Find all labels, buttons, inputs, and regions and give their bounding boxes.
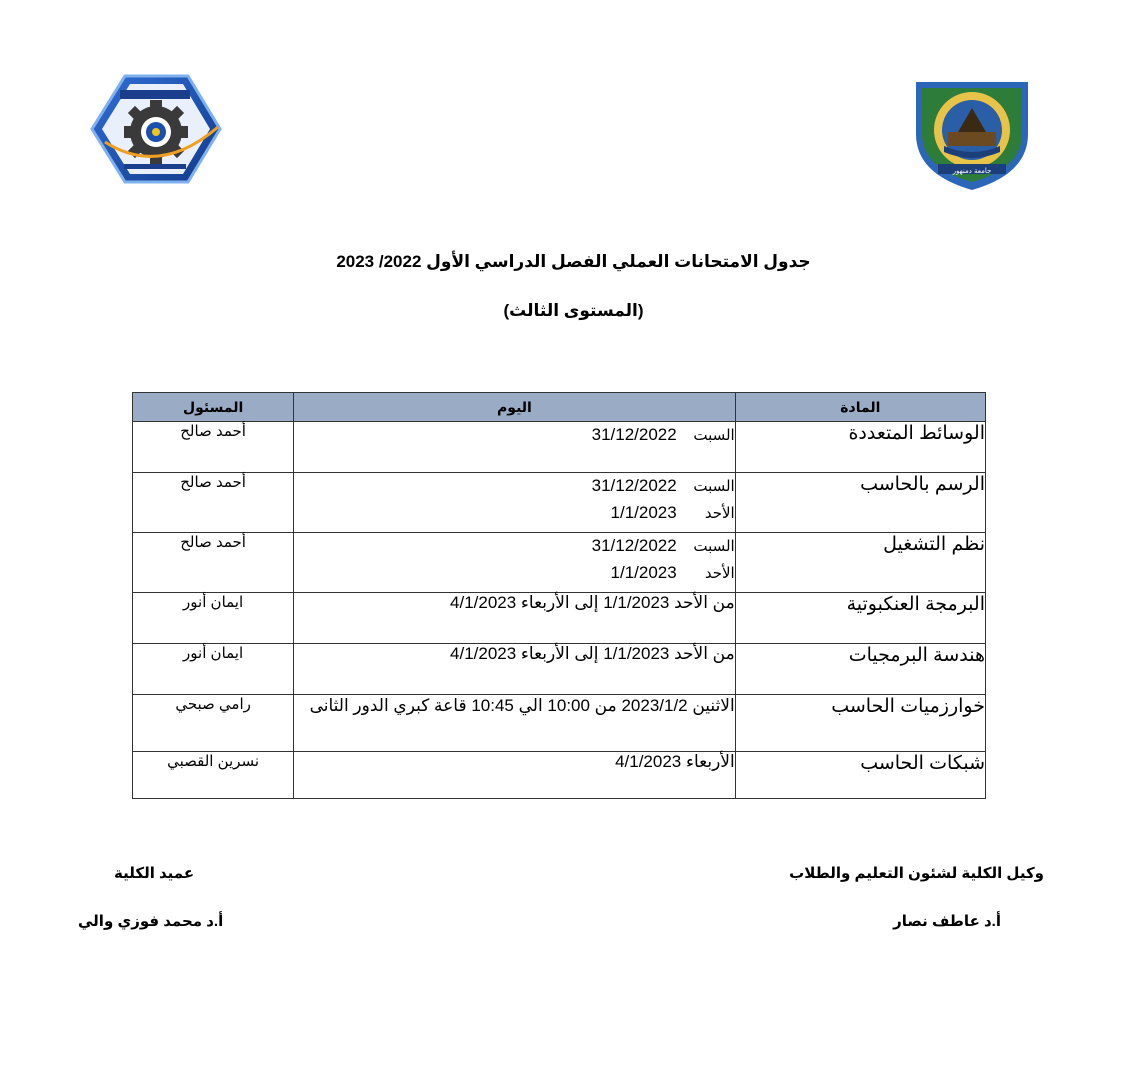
page-title: جدول الامتحانات العملي الفصل الدراسي الأول 2022/ 2023	[336, 252, 811, 271]
day-cell	[294, 422, 736, 473]
header-responsible: المسئول	[133, 393, 294, 422]
day-date: 1/1/2023	[610, 563, 677, 582]
table-row	[133, 473, 986, 533]
dean-name: أ.د محمد فوزي والي	[78, 913, 224, 930]
university-logo	[908, 74, 1036, 192]
logo-caption: جامعة دمنهور	[952, 167, 992, 175]
day-name: الأحد	[704, 565, 735, 582]
day-cell	[294, 533, 736, 593]
table-row	[133, 644, 986, 695]
day-cell: من الأحد 1/1/2023 إلى الأربعاء 4/1/2023	[294, 644, 736, 695]
responsible-cell: ايمان أنور	[133, 644, 294, 695]
table-row	[133, 533, 986, 593]
vice-dean-name: أ.د عاطف نصار	[893, 913, 1001, 930]
subject-cell: البرمجة العنكبوتية	[735, 593, 985, 644]
responsible-cell: رامي صبحي	[133, 695, 294, 752]
day-name: الأحد	[704, 505, 735, 522]
table-row	[133, 422, 986, 473]
day-name: السبت	[693, 478, 735, 495]
responsible-cell: أحمد صالح	[133, 473, 294, 533]
subject-cell: هندسة البرمجيات	[735, 644, 985, 695]
responsible-cell: ايمان أنور	[133, 593, 294, 644]
faculty-logo	[80, 72, 230, 187]
vice-dean-title: وكيل الكلية لشئون التعليم والطلاب	[789, 865, 1044, 882]
day-name: السبت	[693, 427, 735, 444]
subject-cell: شبكات الحاسب	[735, 752, 985, 799]
header-subject: المادة	[735, 393, 985, 422]
dean-title: عميد الكلية	[114, 865, 195, 882]
gear-emblem-icon	[80, 72, 230, 187]
day-cell: الأربعاء 4/1/2023	[294, 752, 736, 799]
day-date: 31/12/2022	[591, 536, 677, 555]
subject-cell: الوسائط المتعددة	[735, 422, 985, 473]
day-cell: من الأحد 1/1/2023 إلى الأربعاء 4/1/2023	[294, 593, 736, 644]
day-name: السبت	[693, 538, 735, 555]
day-cell: الاثنين 2023/1/2 من 10:00 الي 10:45 قاعة كبري الدور الثانى	[294, 695, 736, 752]
day-date: 1/1/2023	[610, 503, 677, 522]
exam-schedule-table	[132, 392, 986, 799]
table-row	[133, 593, 986, 644]
responsible-cell: أحمد صالح	[133, 533, 294, 593]
day-date: 31/12/2022	[591, 425, 677, 444]
university-shield-icon	[908, 74, 1036, 192]
header-day: اليوم	[294, 393, 736, 422]
subject-cell: خوارزميات الحاسب	[735, 695, 985, 752]
table-row	[133, 752, 986, 799]
day-date: 31/12/2022	[591, 476, 677, 495]
responsible-cell: أحمد صالح	[133, 422, 294, 473]
page-subtitle: (المستوى الثالث)	[503, 301, 644, 320]
subject-cell: نظم التشغيل	[735, 533, 985, 593]
table-row	[133, 695, 986, 752]
day-cell	[294, 473, 736, 533]
subject-cell: الرسم بالحاسب	[735, 473, 985, 533]
responsible-cell: نسرين القصبي	[133, 752, 294, 799]
table-header-row	[133, 393, 986, 422]
